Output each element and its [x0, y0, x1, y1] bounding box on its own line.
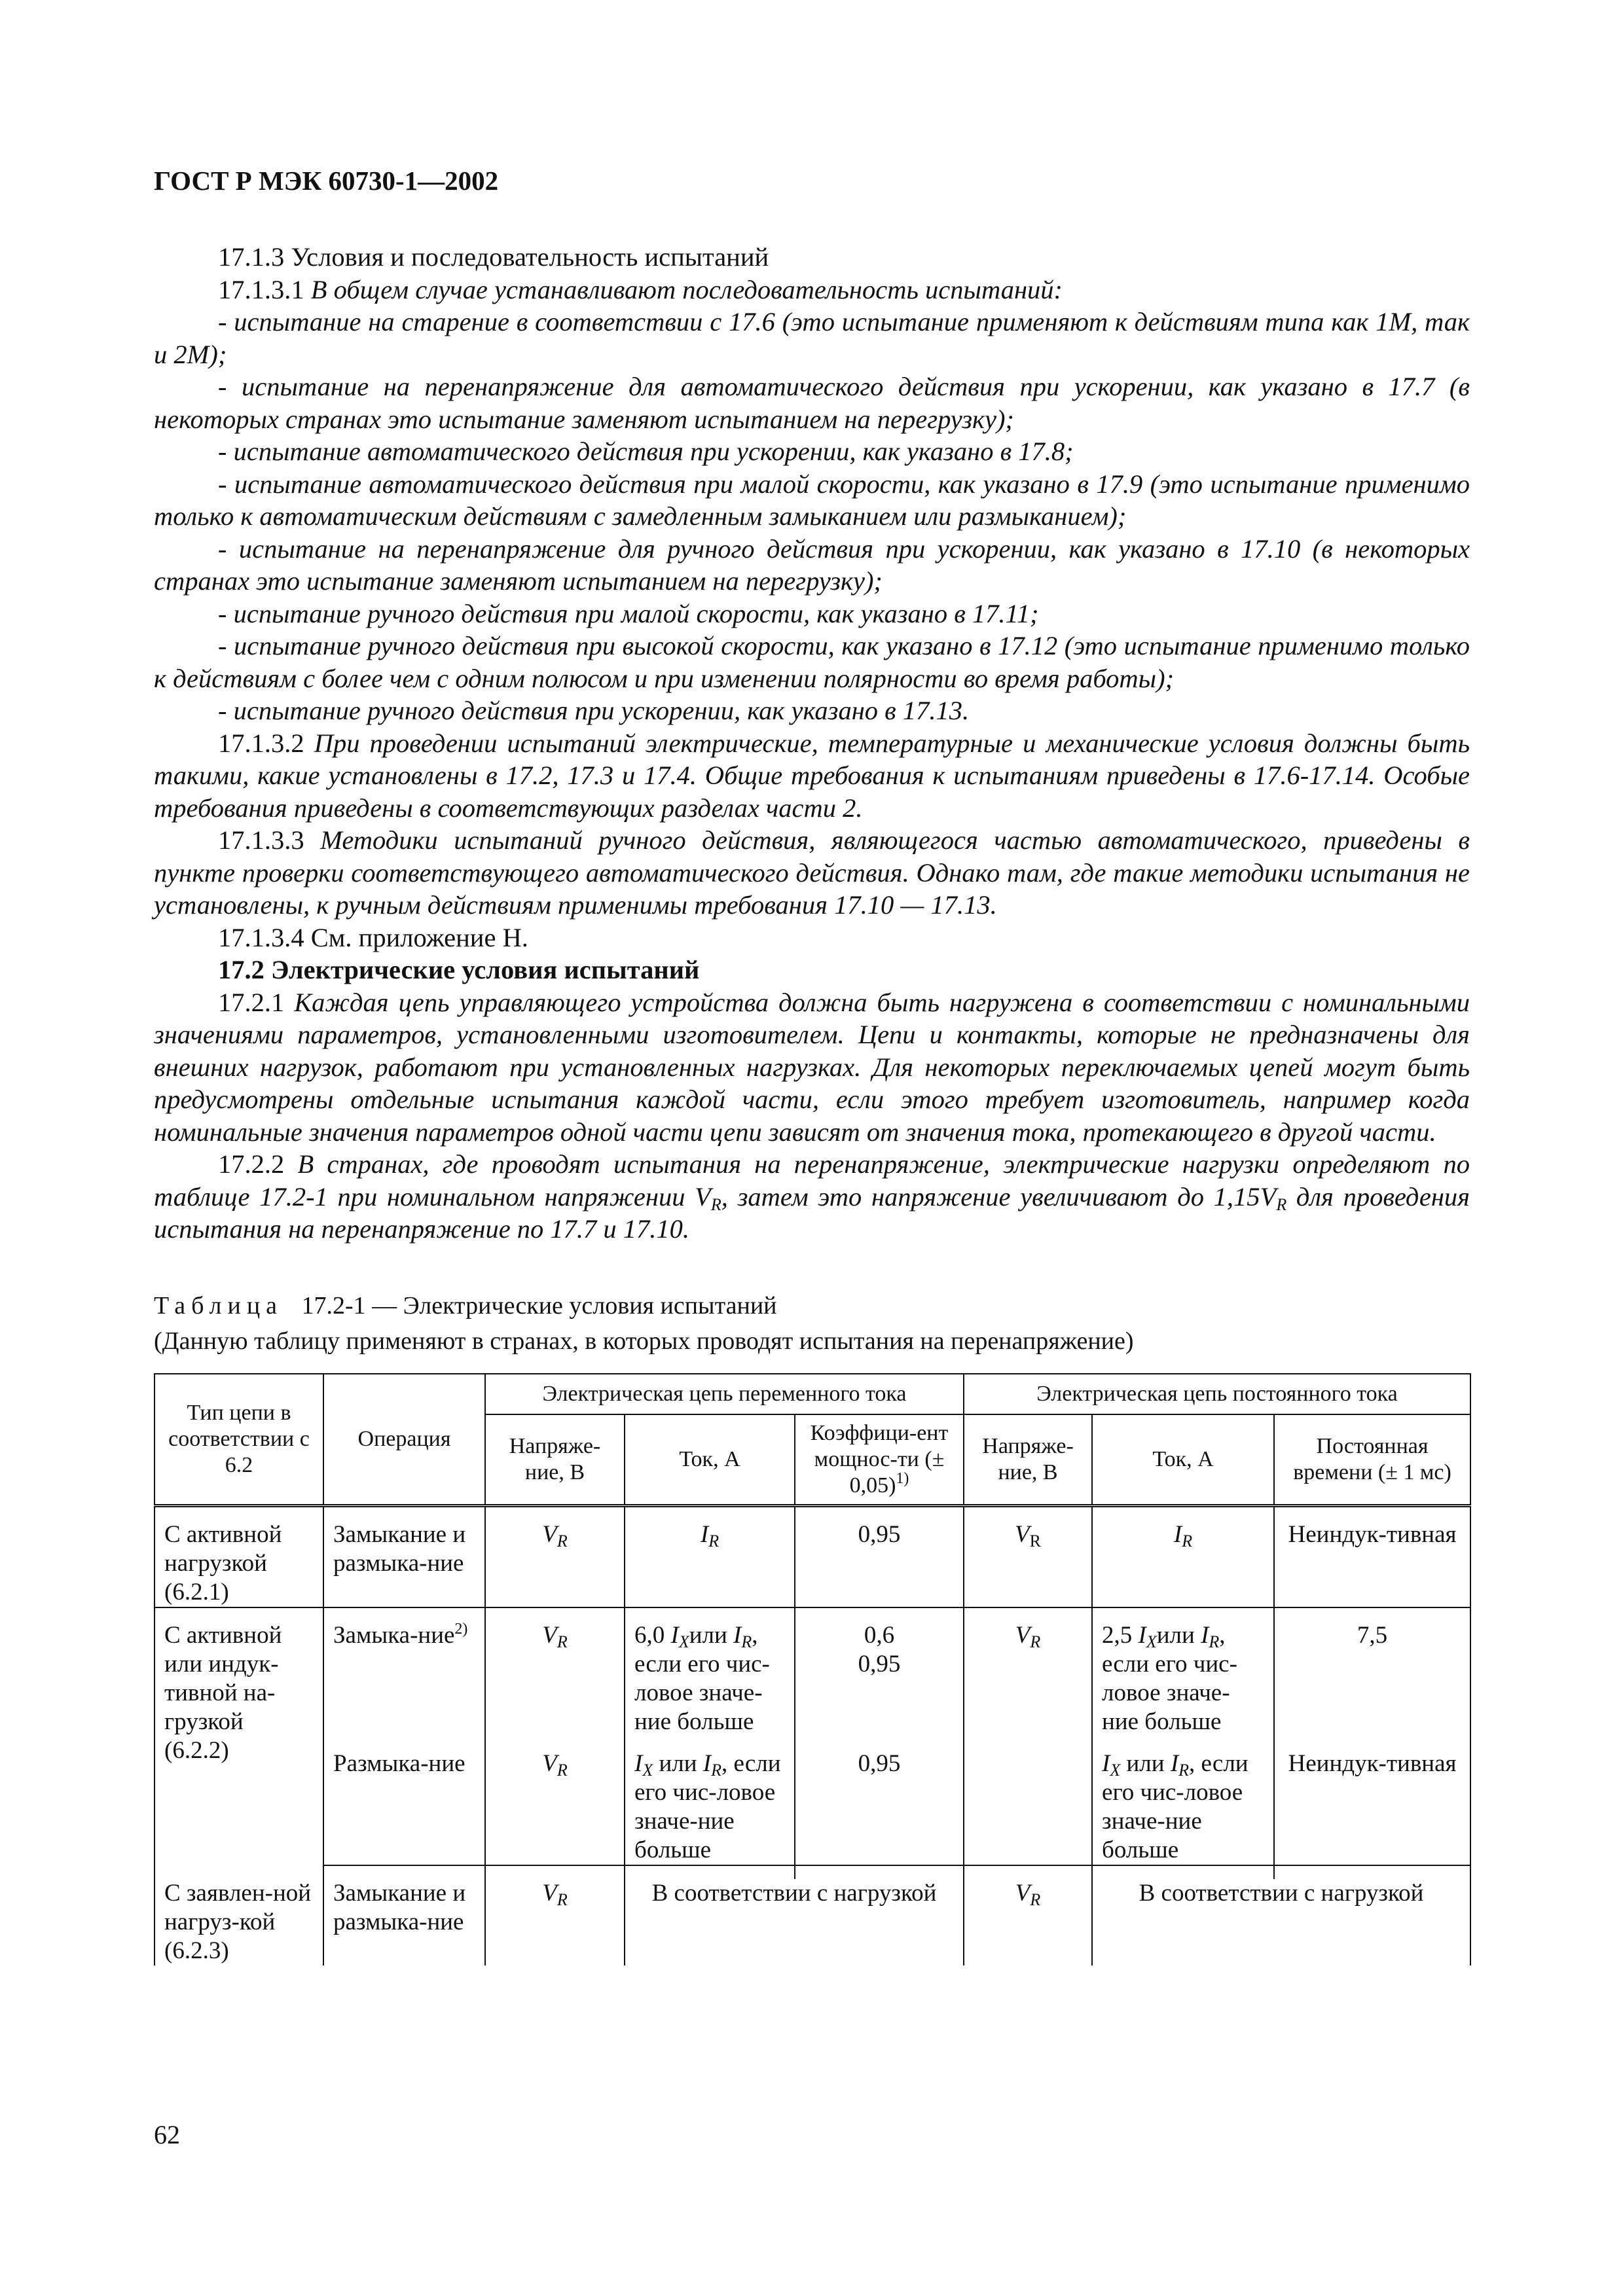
table-note: (Данную таблицу применяют в странах, в которых проводят испытания на перенапряжение): [154, 1327, 1134, 1355]
table-row: [155, 1749, 1470, 1865]
table-row: [155, 1879, 1470, 1965]
section-17-1-3-3: 17.1.3.3 Методики испытаний ручного действия, являющегося частью автоматического, приведены в пункте проверки соответствующего автоматического действия. Однако там, где такие методики испытания не установлены, к ручным действиям применимы требования 17.10 — 17.13.: [154, 825, 1470, 920]
list-item: - испытание ручного действия при высокой скорости, как указано в 17.12 (это испытание применимо только к действиям с более чем с одним полюсом и при изменении полярности во время работы);: [154, 631, 1470, 693]
cell-ac-current: $I_R$: [625, 1520, 795, 1607]
cell-ac-voltage: $V_R$: [485, 1879, 625, 1965]
section-17-2-title: 17.2 Электрические условия испытаний: [218, 955, 700, 984]
cell-dc-current: 2,5 $I_Xили$ $I_R$, если его чис-ловое значе-ние больше: [1092, 1621, 1274, 1736]
table-caption: Таблица 17.2-1 — Электрические условия испытаний: [154, 1292, 777, 1319]
cell-circuit-type: С активной или индук-тивной на-грузкой (6.2.2): [155, 1621, 323, 1865]
cell-time-constant: Неиндук-тивная: [1274, 1520, 1470, 1607]
cell-dc-voltage: $V_R$: [964, 1621, 1092, 1736]
section-17-1-3-2: 17.1.3.2 При проведении испытаний электрические, температурные и механические условия должны быть такими, какие установлены в 17.2, 17.3 и 17.4. Общие требования к испытаниям приведены в 17.6-17.14. Особые требования приведены в соответствующих разделах части 2.: [154, 728, 1470, 823]
cell-power-factor: 0,95: [795, 1749, 964, 1865]
section-17-2-1: 17.2.1 Каждая цепь управляющего устройства должна быть нагружена в соответствии с номинальными значениями параметров, установленными изготовителем. Цепи и контакты, которые не предназначены для внешних нагрузок, работают при установленных нагрузках. Для некоторых переключаемых цепей могут быть предусмотрены отдельные испытания каждой части, если этого требует изготовитель, например когда номинальные значения параметров одной части цепи зависят от значения тока, протекающего в другой части.: [154, 987, 1470, 1147]
header-ac-circuit: Электрическая цепь переменного тока: [485, 1374, 964, 1414]
cell-ac-voltage: $V_R$: [485, 1621, 625, 1736]
cell-operation: Замыкание и размыка-ние: [323, 1879, 485, 1965]
list-item: - испытание ручного действия при ускорении, как указано в 17.13.: [218, 696, 970, 725]
page-number: 62: [154, 2120, 180, 2149]
table-row: [155, 1621, 1470, 1736]
section-17-2-2: 17.2.2 В странах, где проводят испытания на перенапряжение, электрические нагрузки определяют по таблице 17.2-1 при номинальном напряжении $V_R$, затем это напряжение увеличивают до $1,15V_R$ для проведения испытания на перенапряжение по 17.7 и 17.10.: [154, 1149, 1470, 1244]
list-item: - испытание ручного действия при малой скорости, как указано в 17.11;: [218, 598, 1039, 628]
cell-power-factor: 0,95: [795, 1520, 964, 1607]
cell-circuit-type: С заявлен-ной нагруз-кой (6.2.3): [155, 1879, 323, 1965]
cell-power-factor: 0,6 0,95: [795, 1621, 964, 1736]
list-item: - испытание автоматического действия при малой скорости, как указано в 17.9 (это испытание применимо только к автоматическим действиям с замедленным замыканием или размыканием);: [154, 469, 1470, 531]
header-power-factor: Коэффици-ент мощнос-ти (± 0,05)$^{1)}$: [795, 1414, 964, 1506]
header-circuit-type: Тип цепи в соответствии с 6.2: [155, 1374, 323, 1506]
cell-ac-current: 6,0 $I_Xили$ $I_R$, если его чис-ловое значе-ние больше: [625, 1621, 795, 1736]
header-dc-voltage: Напряже-ние, В: [964, 1414, 1092, 1506]
list-item: - испытание на старение в соответствии с 17.6 (это испытание применяют к действиям типа как 1М, так и 2М);: [154, 307, 1470, 369]
cell-circuit-type: С активной нагрузкой (6.2.1): [155, 1520, 323, 1607]
cell-operation: Замыка-ние$^{2)}$: [323, 1621, 485, 1736]
cell-ac-voltage: $V_R$: [485, 1520, 625, 1607]
cell-dc-voltage: $V_R$: [964, 1879, 1092, 1965]
header-time-constant: Постоянная времени (± 1 мс): [1274, 1414, 1470, 1506]
list-item: - испытание на перенапряжение для ручного действия при ускорении, как указано в 17.10 (в некоторых странах это испытание заменяют испытанием на перегрузку);: [154, 533, 1470, 596]
cell-dc-voltage: $V_R$: [964, 1520, 1092, 1607]
cell-operation: Размыка-ние: [323, 1749, 485, 1865]
table-row: [155, 1520, 1470, 1607]
section-17-1-3-title: 17.1.3 Условия и последовательность испытаний: [218, 242, 769, 272]
cell-time-constant: 7,5: [1274, 1621, 1470, 1736]
cell-ac-by-load: В соответствии с нагрузкой: [625, 1879, 964, 1965]
cell-dc-voltage: [964, 1749, 1092, 1865]
cell-dc-current: $I_R$: [1092, 1520, 1274, 1607]
electrical-conditions-table: [154, 1373, 1471, 1965]
header-dc-current: Ток, А: [1092, 1414, 1274, 1506]
cell-operation: Замыкание и размыка-ние: [323, 1520, 485, 1607]
list-item: - испытание на перенапряжение для автоматического действия при ускорении, как указано в 17.7 (в некоторых странах это испытание заменяют испытанием на перегрузку);: [154, 372, 1470, 434]
header-ac-current: Ток, А: [625, 1414, 795, 1506]
cell-ac-current: $I_X$ или $I_R$, если его чис-ловое значе-ние больше: [625, 1749, 795, 1865]
document-header: ГОСТ Р МЭК 60730-1—2002: [154, 166, 499, 196]
header-dc-circuit: Электрическая цепь постоянного тока: [964, 1374, 1470, 1414]
header-operation: Операция: [323, 1374, 485, 1506]
list-item: - испытание автоматического действия при ускорении, как указано в 17.8;: [218, 437, 1074, 466]
cell-dc-by-load: В соответствии с нагрузкой: [1092, 1879, 1470, 1965]
cell-dc-current: $I_X$ или $I_R$, если его чис-ловое значе-ние больше: [1092, 1749, 1274, 1865]
section-17-1-3-1: 17.1.3.1 В общем случае устанавливают последовательность испытаний:: [218, 274, 1063, 304]
cell-ac-voltage: $V_R$: [485, 1749, 625, 1865]
cell-time-constant: Неиндук-тивная: [1274, 1749, 1470, 1865]
header-ac-voltage: Напряже-ние, В: [485, 1414, 625, 1506]
section-17-1-3-4: 17.1.3.4 См. приложение Н.: [218, 922, 528, 952]
document-body: [154, 241, 1470, 1246]
